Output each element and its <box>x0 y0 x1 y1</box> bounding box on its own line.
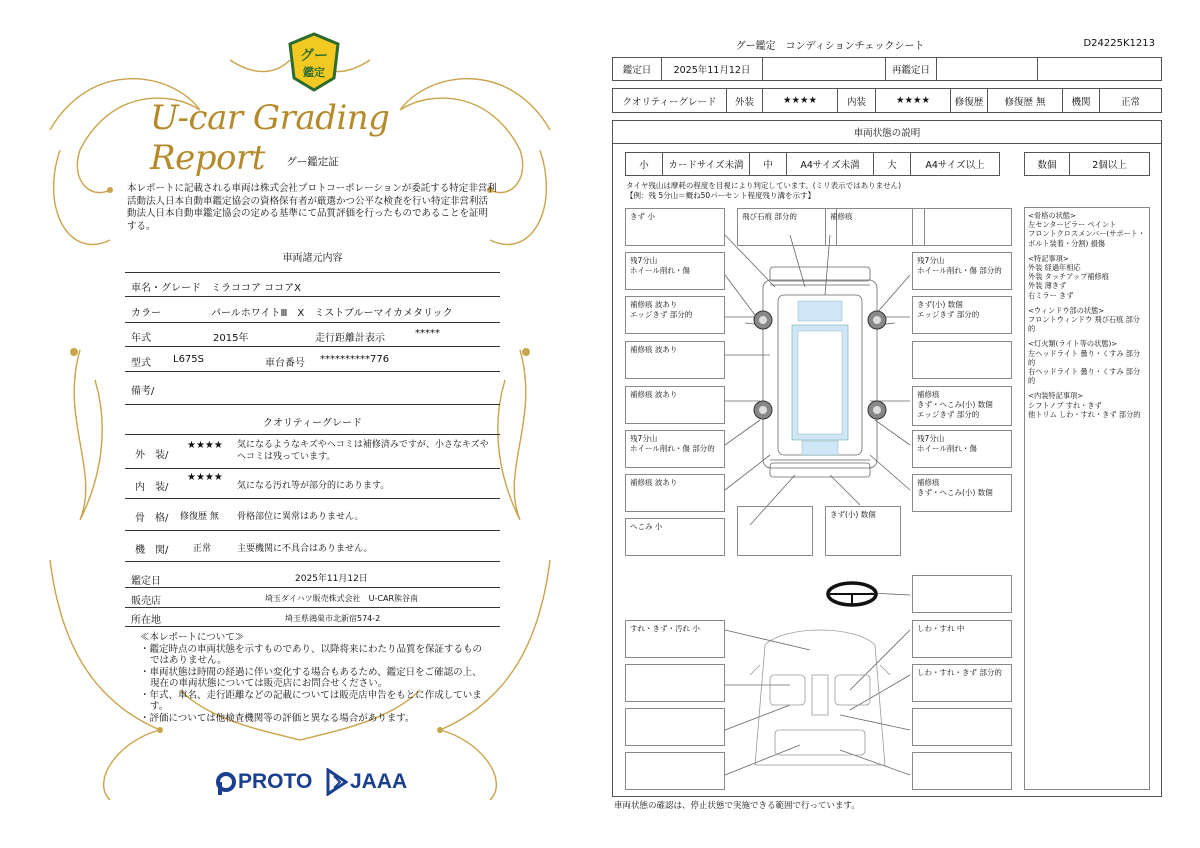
cond-box <box>625 752 725 790</box>
size-mid-desc: A4サイズ未満 <box>786 152 874 176</box>
cond-box: 残7分山 ホイール削れ・傷 部分的 <box>625 430 725 468</box>
reinspect-label-cell: 再鑑定日 <box>885 57 937 81</box>
grade-title-row <box>125 405 500 435</box>
mileage-value: ***** <box>415 328 440 339</box>
engine-text: 主要機関に不具合はありません。 <box>237 544 373 554</box>
row-address <box>125 608 500 627</box>
cond-box: 飛び石痕 部分的 <box>737 208 837 246</box>
proto-logo-icon <box>216 771 238 797</box>
note-line: シフトノブ すれ・きず <box>1028 400 1102 410</box>
chassis-label: 車台番号 <box>265 358 305 369</box>
row-remarks <box>125 372 500 405</box>
note-line: フロントウィンドウ 飛び石痕 部分的 <box>1028 315 1140 334</box>
type-label: 型式 <box>131 358 151 369</box>
engine-label-cell: 機関 <box>1062 88 1100 113</box>
row-year <box>125 323 500 347</box>
mileage-label: 走行距離計表示 <box>315 333 385 344</box>
certificate-subtitle: グー鑑定証 <box>286 156 339 168</box>
date-label: 鑑定日 <box>131 576 161 587</box>
ext-label-cell: 外装 <box>726 88 763 113</box>
year-value: 2015年 <box>213 333 249 344</box>
interior-text: 気になる汚れ等が部分的にあります。 <box>237 481 390 491</box>
cond-box: 補修痕 波あり エッジきず 部分的 <box>625 296 725 334</box>
tire-example: 【例：残 5分山＝概ね50パーセント程度残り溝を示す】 <box>626 191 816 200</box>
cond-box: 残7分山 ホイール削れ・傷 <box>912 430 1012 468</box>
interior-stars: ★★★★ <box>187 472 223 483</box>
repair-value-cell: 修復歴 無 <box>987 88 1063 113</box>
note-line: 左センターピラー ペイント <box>1028 220 1117 230</box>
color-label: カラー <box>131 308 161 319</box>
row-shop <box>125 588 500 608</box>
row-engine <box>125 531 500 562</box>
note-line: 外装 経過年相応 <box>1028 263 1081 273</box>
engine-value: 正常 <box>193 544 212 554</box>
cond-box: しわ・すれ・きず 部分的 <box>912 664 1012 702</box>
grade-label-cell: クオリティーグレード <box>612 88 727 113</box>
notes-title: ≪本レポートについて≫ <box>140 632 245 643</box>
frame-label: 骨 格/ <box>135 513 169 524</box>
note-item: ・鑑定時点の車両状態を示すものであり、以降将来にわたり品質を保証するものではありません。 <box>140 643 483 666</box>
note-line: フロントクロスメンバー(サポート・ボルト装着・分割) 損傷 <box>1028 229 1146 248</box>
cond-box: すれ・きず・汚れ 小 <box>625 620 725 658</box>
footer-note: 車両状態の確認は、停止状態で実施できる範囲で行っています。 <box>614 801 860 811</box>
blank-cell <box>1037 57 1162 81</box>
cond-box: 補修痕 波あり <box>625 474 725 512</box>
address-label: 所在地 <box>131 615 161 626</box>
note-line: 外装 タッチアップ補修痕 <box>1028 272 1109 282</box>
remarks-label: 備考/ <box>131 386 155 397</box>
special-notes <box>1024 207 1150 790</box>
size-small: 小 <box>625 152 663 176</box>
blank-cell <box>762 57 886 81</box>
frame-text: 骨格部位に異常はありません。 <box>237 512 364 522</box>
shop-value: 埼玉ダイハツ販売株式会社 U-CAR熊谷南 <box>265 594 419 603</box>
size-small-desc: カードサイズ未満 <box>662 152 750 176</box>
cond-box <box>625 664 725 702</box>
exterior-stars: ★★★★ <box>187 440 223 451</box>
repair-label-cell: 修復歴 <box>950 88 988 113</box>
cond-box: 補修痕 きず・へこみ(小) 数個 <box>912 474 1012 512</box>
ext-stars-cell: ★★★★ <box>762 88 838 113</box>
jaaa-brand: JAAA <box>350 770 408 793</box>
int-stars-cell: ★★★★ <box>875 88 951 113</box>
note-line: 外装 薄きず <box>1028 281 1067 291</box>
color-value: パールホワイトⅢ X ミストブルーマイカメタリック <box>211 308 453 319</box>
cond-box: 補修痕 きず・へこみ(小) 数個 エッジきず 部分的 <box>912 386 1012 426</box>
exterior-text: 気になるようなキズやヘコミは補修済みですが、小さなキズやヘコミは残っています。 <box>237 440 489 462</box>
year-label: 年式 <box>131 333 151 344</box>
goo-kantei-logo <box>286 32 342 92</box>
engine-label: 機 関/ <box>135 545 169 556</box>
cond-box: 残7分山 ホイール削れ・傷 <box>625 252 725 290</box>
count-label: 数個 <box>1024 152 1070 176</box>
check-sheet-title: グー鑑定 コンディションチェックシート <box>735 41 925 52</box>
cond-box <box>625 708 725 746</box>
size-large-desc: A4サイズ以上 <box>910 152 1000 176</box>
model-label: 車名・グレード <box>131 283 201 294</box>
note-line: <骨格の状態> <box>1028 211 1076 220</box>
grade-title: クオリティーグレード <box>263 418 362 429</box>
cond-box: 補修痕 <box>825 208 925 246</box>
cond-box: きず 小 <box>625 208 725 246</box>
spec-title: 車両諸元内容 <box>282 253 343 264</box>
note-item: ・評価については他検査機関等の評価と異なる場合があります。 <box>140 712 415 724</box>
size-large: 大 <box>873 152 911 176</box>
int-label-cell: 内装 <box>837 88 876 113</box>
cond-box: 補修痕 波あり <box>625 341 725 379</box>
row-type <box>125 347 500 372</box>
row-date <box>125 567 500 588</box>
svg-text:鑑定: 鑑定 <box>303 67 325 79</box>
count-desc: 2個以上 <box>1069 152 1150 176</box>
cond-box: きず(小) 数個 <box>825 506 901 556</box>
note-line: 右ヘッドライト 曇り・くすみ 部分的 <box>1028 367 1141 386</box>
date-value-cell: 2025年11月12日 <box>661 57 763 81</box>
note-line: <灯火類(ライト等の状態)> <box>1028 339 1118 349</box>
model-value: ミラココア ココアX <box>211 283 302 294</box>
note-line: 他トリム しわ・すれ・きず 部分的 <box>1028 409 1141 419</box>
cond-box <box>912 752 1012 790</box>
cond-box: きず(小) 数個 エッジきず 部分的 <box>912 296 1012 334</box>
tire-note: タイヤ残山は摩耗の程度を目視により判定しています。(ミリ表示ではありません) <box>626 181 902 190</box>
address-value: 埼玉県鴻巣市北新宿574-2 <box>285 614 381 623</box>
reinspect-value-cell <box>936 57 1038 81</box>
cond-box: 補修痕 波あり <box>625 386 725 424</box>
exterior-label: 外 装/ <box>135 450 169 461</box>
proto-brand: PROTO <box>238 770 313 793</box>
shop-label: 販売店 <box>131 596 161 607</box>
state-title: 車両状態の説明 <box>612 120 1162 144</box>
size-mid: 中 <box>749 152 787 176</box>
note-item: ・年式、車名、走行距離などの記載については販売店申告をもとに作成しています。 <box>140 689 482 712</box>
note-line: 右ミラー きず <box>1028 290 1074 300</box>
note-line: <内装特記事項> <box>1028 391 1084 401</box>
note-item: ・車両状態は時間の経過に伴い変化する場合もあるため、鑑定日をご確認の上、現在の車両状態については販売店にお問合せください。 <box>140 666 482 689</box>
row-exterior <box>125 435 500 469</box>
row-color <box>125 297 500 323</box>
type-value: L675S <box>173 354 205 365</box>
date-label-cell: 鑑定日 <box>612 57 662 81</box>
svg-text:グー: グー <box>300 47 328 63</box>
engine-value-cell: 正常 <box>1099 88 1162 113</box>
note-line: <特記事項> <box>1028 253 1069 263</box>
cond-box <box>912 708 1012 746</box>
row-frame <box>125 499 500 531</box>
cond-box: 残7分山 ホイール削れ・傷 部分的 <box>912 252 1012 290</box>
cond-box <box>912 341 1012 379</box>
frame-value: 修復歴 無 <box>180 512 219 522</box>
report-code: D24225K1213 <box>1083 38 1155 49</box>
row-interior <box>125 469 500 499</box>
chassis-value: **********776 <box>320 354 390 365</box>
cond-box: へこみ 小 <box>625 518 725 556</box>
interior-label: 内 装/ <box>135 482 169 493</box>
cond-box <box>912 208 1012 246</box>
cond-box <box>737 506 813 556</box>
note-line: 左ヘッドライト 曇り・くすみ 部分的 <box>1028 348 1141 367</box>
cond-box: しわ・すれ 中 <box>912 620 1012 658</box>
jaaa-logo-icon <box>326 768 348 796</box>
certificate-intro: 本レポートに記載される車両は株式会社プロトコーポレーションが委託する特定非営利活動法人日本自動車鑑定協会の資格保有者が厳選かつ公平な検査を行い特定非営利活動法人日本自動車鑑定協会の定める基準にて品質評価を行ったものであることを証明する。 <box>127 183 497 232</box>
report-notes <box>138 632 490 724</box>
cond-box <box>912 575 1012 613</box>
date-value: 2025年11月12日 <box>295 574 368 584</box>
note-line: <ウィンドウ部の状態> <box>1028 305 1105 315</box>
row-model <box>125 272 500 297</box>
script-title: U-car Grading Report <box>150 98 390 178</box>
